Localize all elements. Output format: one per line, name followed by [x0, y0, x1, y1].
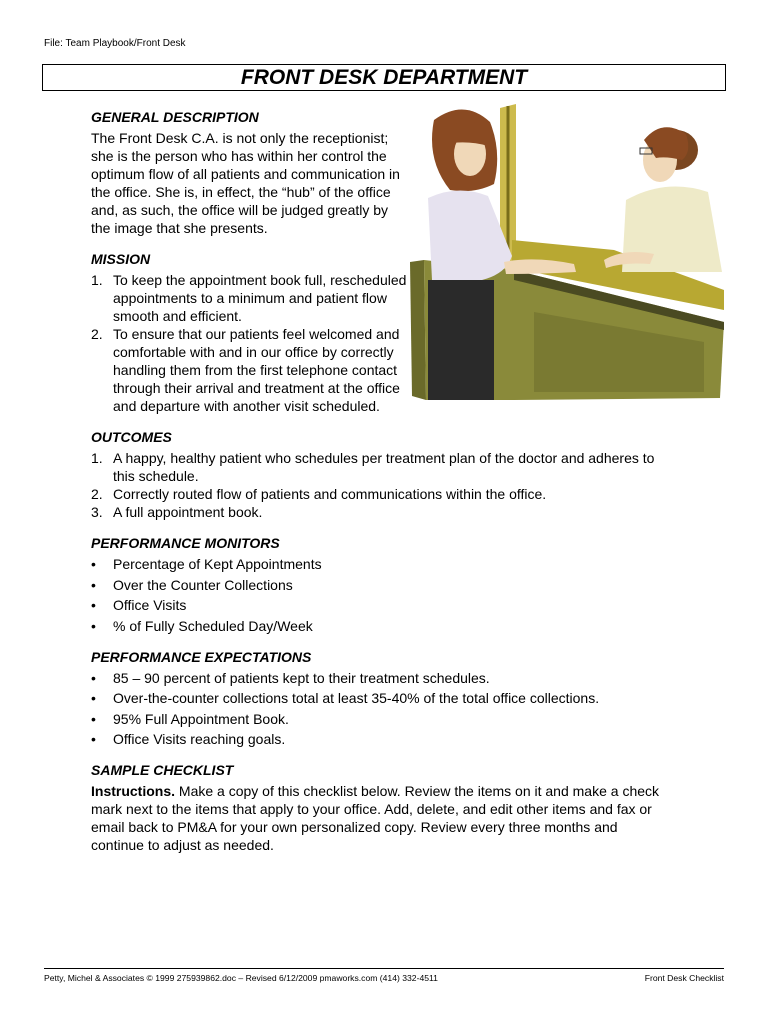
bullet-icon: • [91, 731, 96, 747]
list-item [91, 669, 671, 687]
list-number: 1. [91, 450, 103, 466]
footer-right-text: Front Desk Checklist [644, 973, 724, 983]
list-number: 2. [91, 326, 103, 342]
mission-heading: MISSION [91, 251, 151, 267]
bullet-icon: • [91, 710, 96, 727]
performance-monitors-list [91, 555, 671, 635]
page-title: FRONT DESK DEPARTMENT [42, 64, 726, 91]
bullet-icon: • [91, 669, 96, 686]
list-item [91, 689, 671, 707]
performance-monitors-section [91, 534, 671, 635]
list-item [91, 555, 671, 573]
performance-expectations-section [91, 648, 671, 749]
list-item [91, 596, 671, 614]
list-item [91, 503, 671, 521]
list-number: 1. [91, 272, 103, 288]
main-content [91, 108, 671, 867]
mission-section [91, 250, 409, 415]
performance-expectations-list [91, 669, 671, 749]
list-number: 2. [91, 486, 103, 502]
outcomes-section [91, 428, 671, 521]
sample-checklist-instructions [91, 782, 671, 854]
page-footer [44, 973, 724, 983]
mission-list [91, 271, 409, 415]
bullet-icon: • [91, 617, 96, 634]
list-item-text: To ensure that our patients feel welcomed and comfortable with and in our office by correctly handling them from the first telephone contact through their arrival and treatment at the office and departure with another visit scheduled. [113, 326, 400, 414]
general-description-section [91, 108, 409, 237]
list-item-text: A full appointment book. [113, 504, 263, 520]
list-item [91, 576, 671, 594]
list-item-text: % of Fully Scheduled Day/Week [113, 617, 313, 634]
bullet-icon: • [91, 556, 96, 572]
list-item-text: Office Visits [113, 597, 187, 613]
outcomes-heading: OUTCOMES [91, 429, 172, 445]
footer-left-text: Petty, Michel & Associates © 1999 275939862.doc – Revised 6/12/2009 pmaworks.com (414) 332-4511 [44, 973, 438, 983]
bullet-icon: • [91, 690, 96, 706]
bullet-icon: • [91, 597, 96, 613]
file-path-label: File: Team Playbook/Front Desk [44, 38, 186, 49]
list-item-text: Office Visits reaching goals. [113, 731, 286, 747]
list-item-text: A happy, healthy patient who schedules per treatment plan of the doctor and adheres to this schedule. [113, 450, 655, 484]
footer-divider [44, 968, 724, 969]
sample-checklist-heading: SAMPLE CHECKLIST [91, 762, 234, 778]
list-item [91, 271, 409, 325]
general-description-heading: GENERAL DESCRIPTION [91, 109, 259, 125]
list-item [91, 710, 671, 728]
instructions-label: Instructions. [91, 783, 176, 799]
list-item [91, 485, 671, 503]
outcomes-list [91, 449, 671, 521]
list-item [91, 730, 671, 748]
list-item [91, 617, 671, 635]
list-number: 3. [91, 504, 103, 520]
list-item-text: Over the Counter Collections [113, 576, 293, 593]
general-description-text: The Front Desk C.A. is not only the receptionist; she is the person who has within her control the optimum flow of all patients and communication in the office. She is, in effect, the “hub” of the office and, as such, the office will be judged greatly by the image that she presents. [91, 130, 400, 236]
instructions-text: Make a copy of this checklist below. Review the items on it and make a check mark next to the items that apply to your office. Add, delete, and edit other items and fax or email back to PM&A for your own personalized copy. Review every three months and continue to adjust as needed. [91, 783, 660, 853]
list-item-text: To keep the appointment book full, rescheduled appointments to a minimum and patient flow smooth and efficient. [113, 272, 407, 324]
list-item-text: Percentage of Kept Appointments [113, 556, 322, 572]
bullet-icon: • [91, 576, 96, 593]
list-item [91, 325, 409, 415]
performance-monitors-heading: PERFORMANCE MONITORS [91, 535, 280, 551]
list-item-text: Over-the-counter collections total at least 35-40% of the total office collections. [113, 690, 600, 706]
list-item-text: Correctly routed flow of patients and communications within the office. [113, 486, 547, 502]
sample-checklist-section [91, 761, 671, 854]
list-item-text: 95% Full Appointment Book. [113, 710, 289, 727]
performance-expectations-heading: PERFORMANCE EXPECTATIONS [91, 648, 312, 665]
list-item [91, 449, 671, 485]
list-item-text: 85 – 90 percent of patients kept to their treatment schedules. [113, 669, 490, 686]
